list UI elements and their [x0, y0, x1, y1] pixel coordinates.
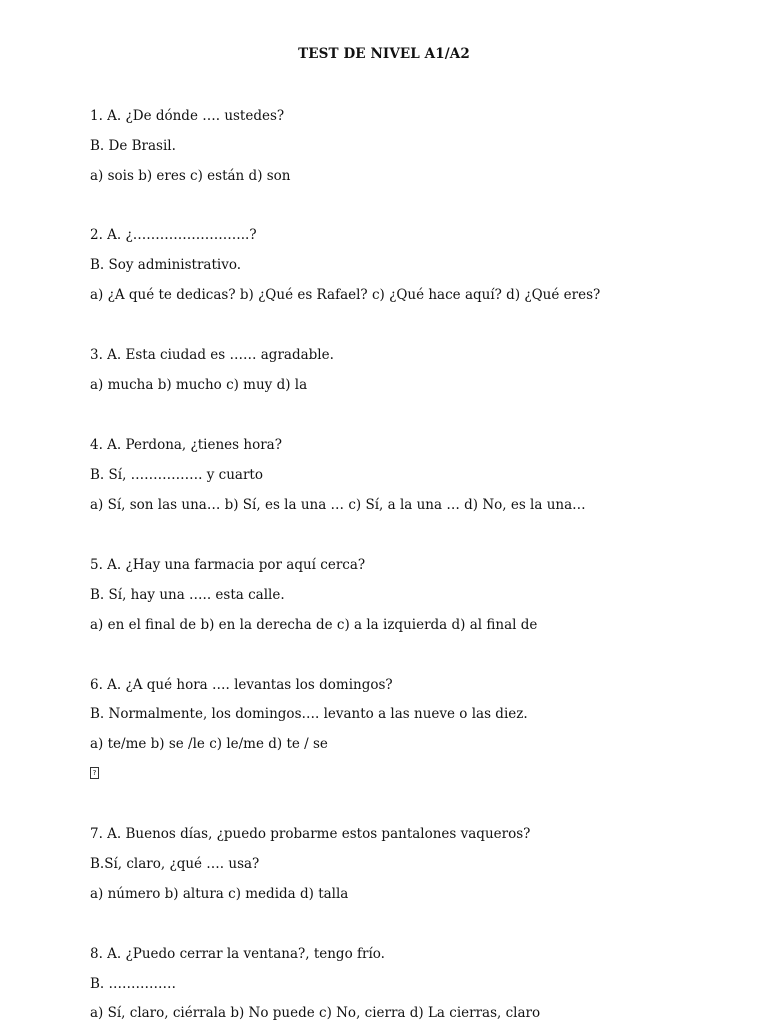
question-4-prompt: 4. A. Perdona, ¿tienes hora?: [90, 437, 282, 453]
question-5-prompt: 5. A. ¿Hay una farmacia por aquí cerca?: [90, 557, 366, 573]
question-6-prompt: 6. A. ¿A qué hora …. levantas los domingos?: [90, 677, 393, 693]
question-7-answer: B.Sí, claro, ¿qué …. usa?: [90, 856, 260, 872]
question-7-options: a) número b) altura c) medida d) talla: [90, 886, 349, 902]
question-2-answer: B. Soy administrativo.: [90, 257, 242, 273]
question-5-answer: B. Sí, hay una ….. esta calle.: [90, 587, 285, 603]
question-3-options: a) mucha b) mucho c) muy d) la: [90, 377, 308, 393]
question-2-options: a) ¿A qué te dedicas? b) ¿Qué es Rafael? c) ¿Qué hace aquí? d) ¿Qué eres?: [90, 287, 601, 303]
question-8-options: a) Sí, claro, ciérrala b) No puede c) No, cierra d) La cierras, claro: [90, 1005, 541, 1021]
question-8-answer: B. ……………: [90, 976, 177, 992]
question-4-options: a) Sí, son las una… b) Sí, es la una … c) Sí, a la una … d) No, es la una…: [90, 497, 586, 513]
question-5-options: a) en el final de b) en la derecha de c) a la izquierda d) al final de: [90, 617, 538, 633]
page-title: TEST DE NIVEL A1/A2: [298, 46, 470, 62]
question-7-prompt: 7. A. Buenos días, ¿puedo probarme estos pantalones vaqueros?: [90, 826, 531, 842]
question-3-prompt: 3. A. Esta ciudad es …… agradable.: [90, 347, 334, 363]
question-1-prompt: 1. A. ¿De dónde …. ustedes?: [90, 108, 285, 124]
question-2-prompt: 2. A. ¿……………………..?: [90, 227, 257, 243]
question-4-answer: B. Sí, ……………. y cuarto: [90, 467, 263, 483]
question-1-answer: B. De Brasil.: [90, 138, 176, 154]
question-6-answer: B. Normalmente, los domingos…. levanto a las nueve o las diez.: [90, 706, 528, 722]
question-8-prompt: 8. A. ¿Puedo cerrar la ventana?, tengo frío.: [90, 946, 385, 962]
missing-glyph-box: ?: [90, 767, 99, 779]
question-1-options: a) sois b) eres c) están d) son: [90, 168, 291, 184]
question-6-options: a) te/me b) se /le c) le/me d) te / se: [90, 736, 328, 752]
